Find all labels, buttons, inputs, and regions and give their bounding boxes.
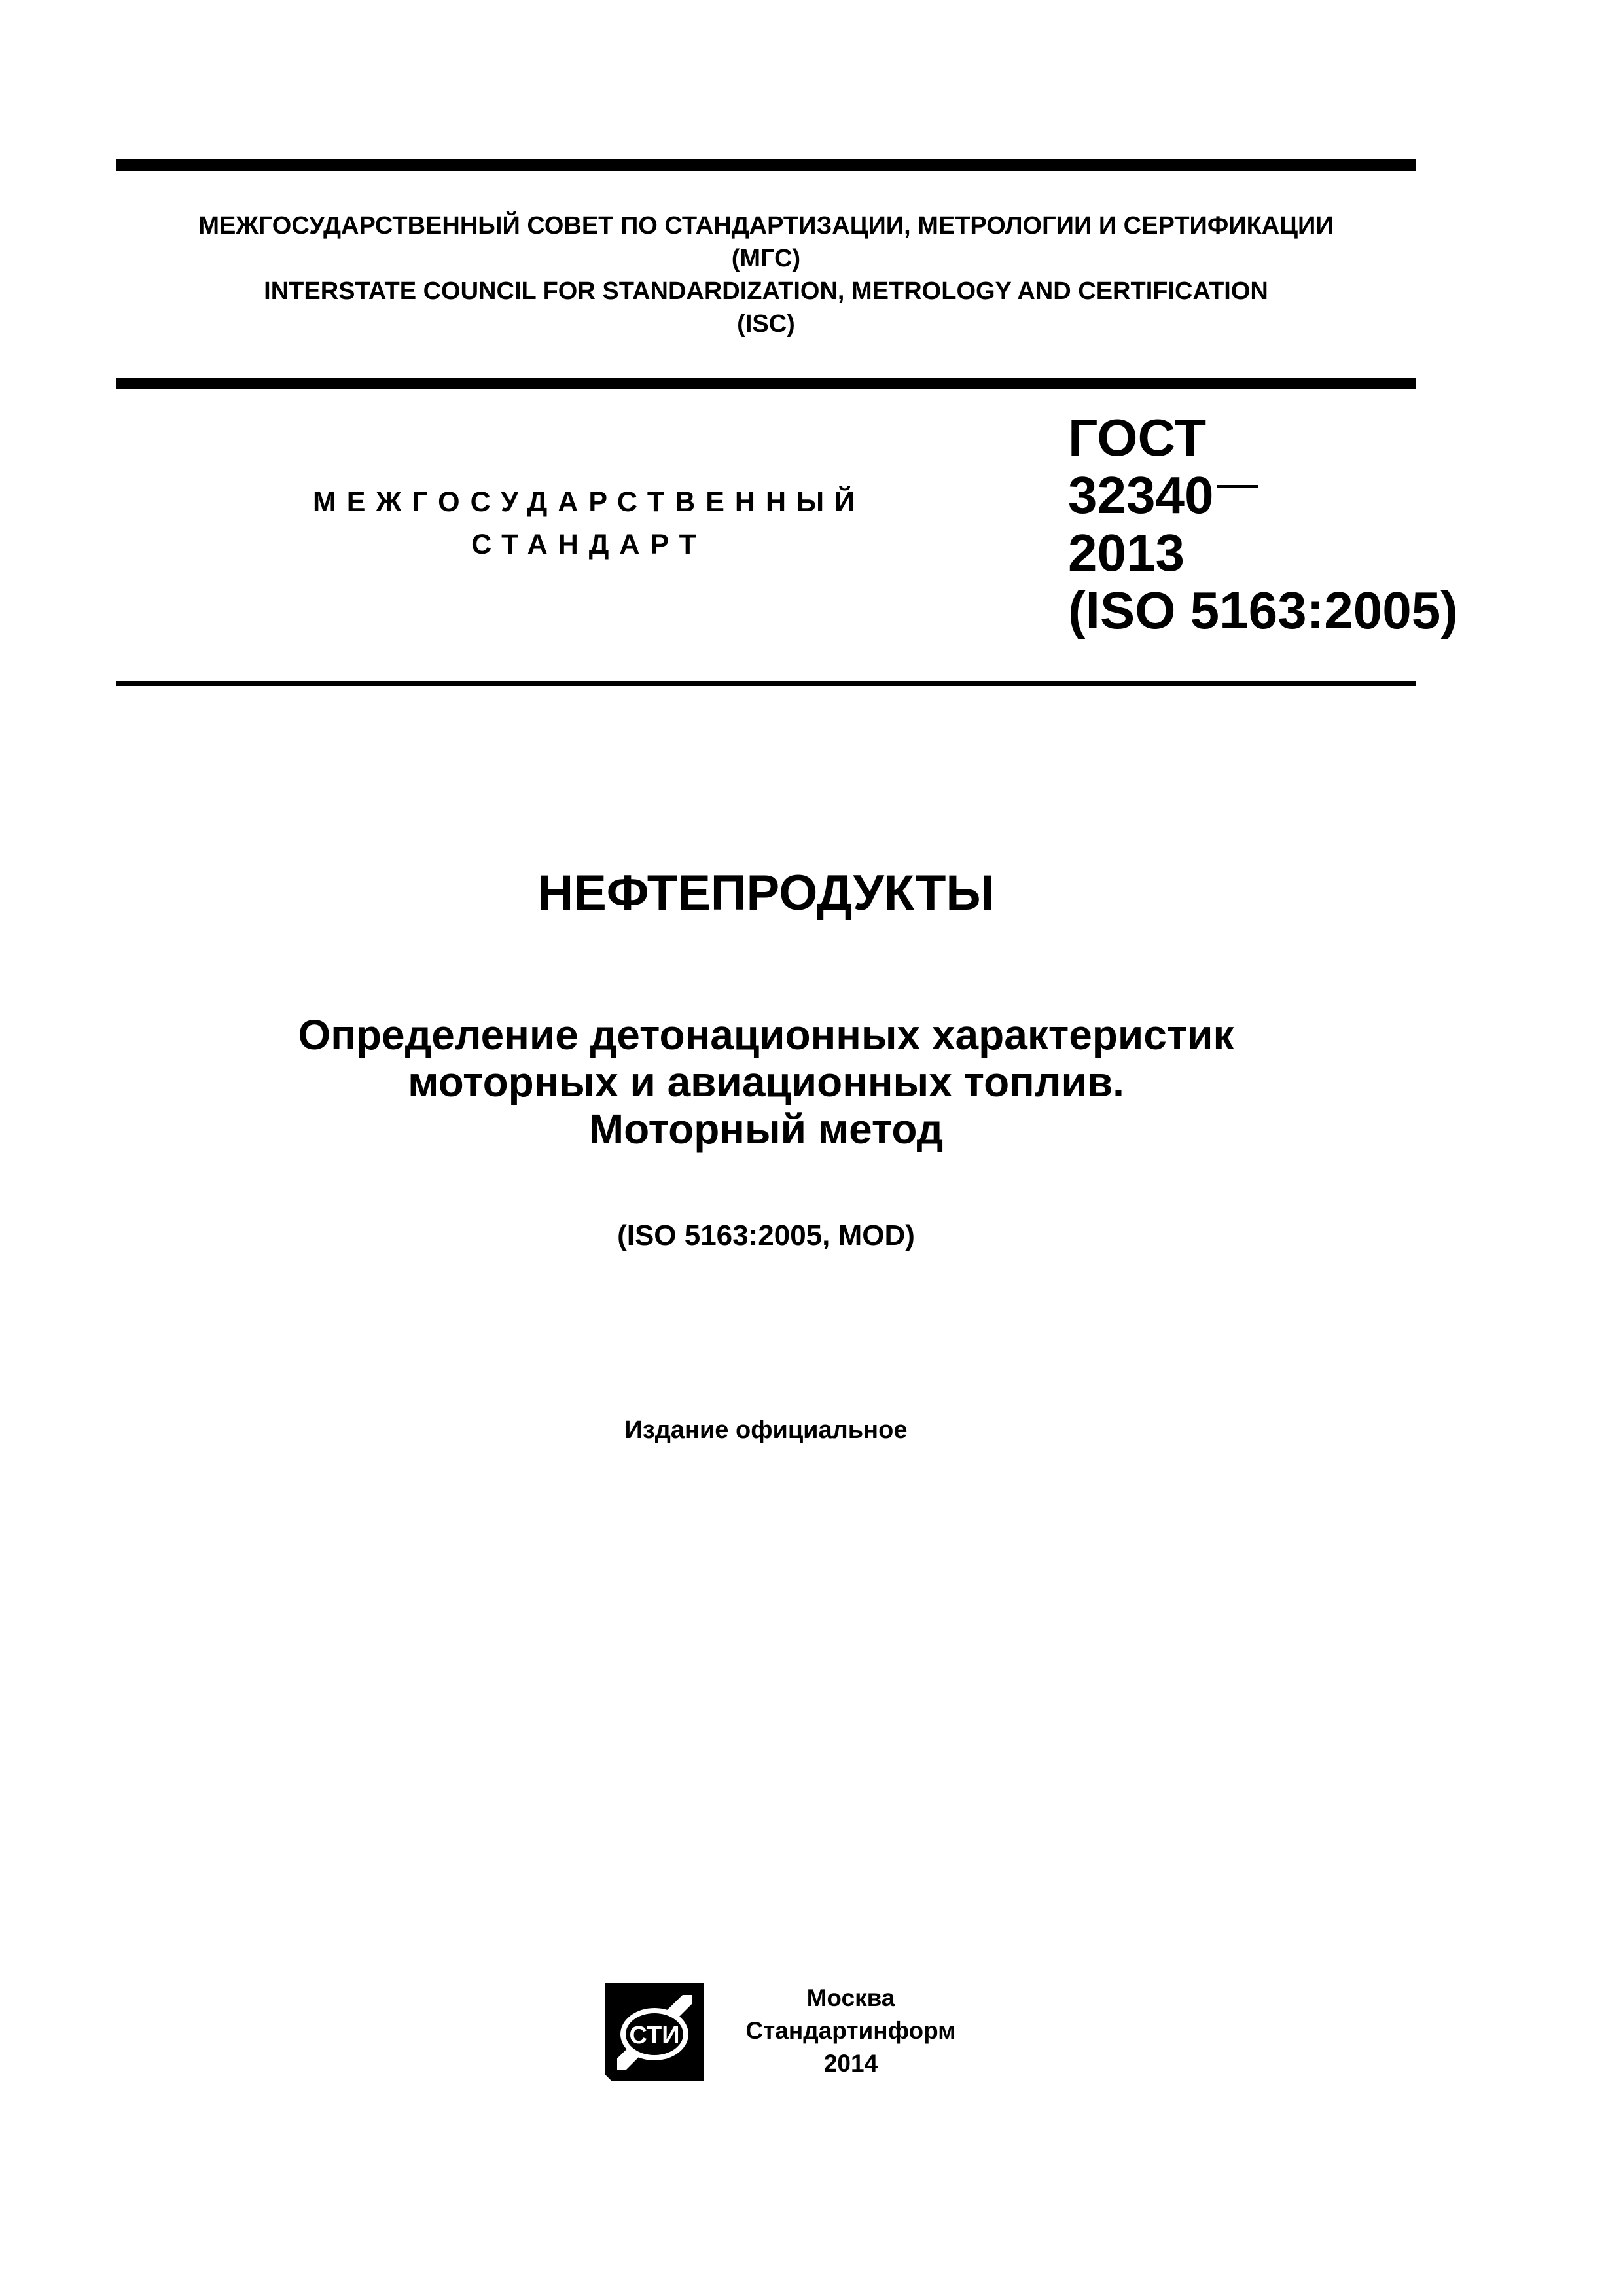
council-abbr-en: (ISC) — [737, 310, 795, 338]
gost-number: 32340 — [1068, 466, 1214, 524]
subtitle-line1: Определение детонационных характеристик — [298, 1011, 1234, 1058]
bottom-rule — [116, 681, 1416, 686]
gost-year: 2013 — [1068, 524, 1185, 582]
dash-separator — [1217, 485, 1258, 488]
council-name-ru: МЕЖГОСУДАРСТВЕННЫЙ СОВЕТ ПО СТАНДАРТИЗАЦИИ, МЕТРОЛОГИИ И СЕРТИФИКАЦИИ — [198, 212, 1334, 240]
standard-type-line1: МЕЖГОСУДАРСТВЕННЫЙ — [312, 486, 866, 518]
document-subtitle — [116, 1011, 1416, 1153]
logo-text: СТИ — [629, 2022, 680, 2049]
standard-type-line2: СТАНДАРТ — [471, 529, 707, 560]
gost-label: ГОСТ — [1068, 408, 1207, 467]
gost-iso-ref: (ISO 5163:2005) — [1068, 581, 1458, 639]
gost-designation — [1068, 409, 1458, 639]
publisher-block — [707, 1982, 995, 2080]
publisher-year: 2014 — [823, 2050, 878, 2077]
standard-type — [196, 481, 982, 566]
publisher-name: Стандартинформ — [745, 2017, 956, 2044]
council-header — [116, 209, 1416, 340]
publisher-city: Москва — [806, 1984, 895, 2011]
council-name-en: INTERSTATE COUNCIL FOR STANDARDIZATION, METROLOGY AND CERTIFICATION — [264, 278, 1268, 305]
edition-label: Издание официальное — [624, 1416, 908, 1444]
iso-modification: (ISO 5163:2005, MOD) — [617, 1219, 915, 1251]
gost-number-line — [1068, 467, 1458, 524]
council-abbr-ru: (МГС) — [731, 245, 801, 272]
top-rule — [116, 159, 1416, 171]
standartinform-logo-icon — [605, 1983, 704, 2081]
subtitle-line3: Моторный метод — [588, 1105, 944, 1153]
middle-rule — [116, 378, 1416, 389]
subtitle-line2: моторных и авиационных топлив. — [408, 1058, 1124, 1105]
document-title: НЕФТЕПРОДУКТЫ — [537, 865, 995, 921]
